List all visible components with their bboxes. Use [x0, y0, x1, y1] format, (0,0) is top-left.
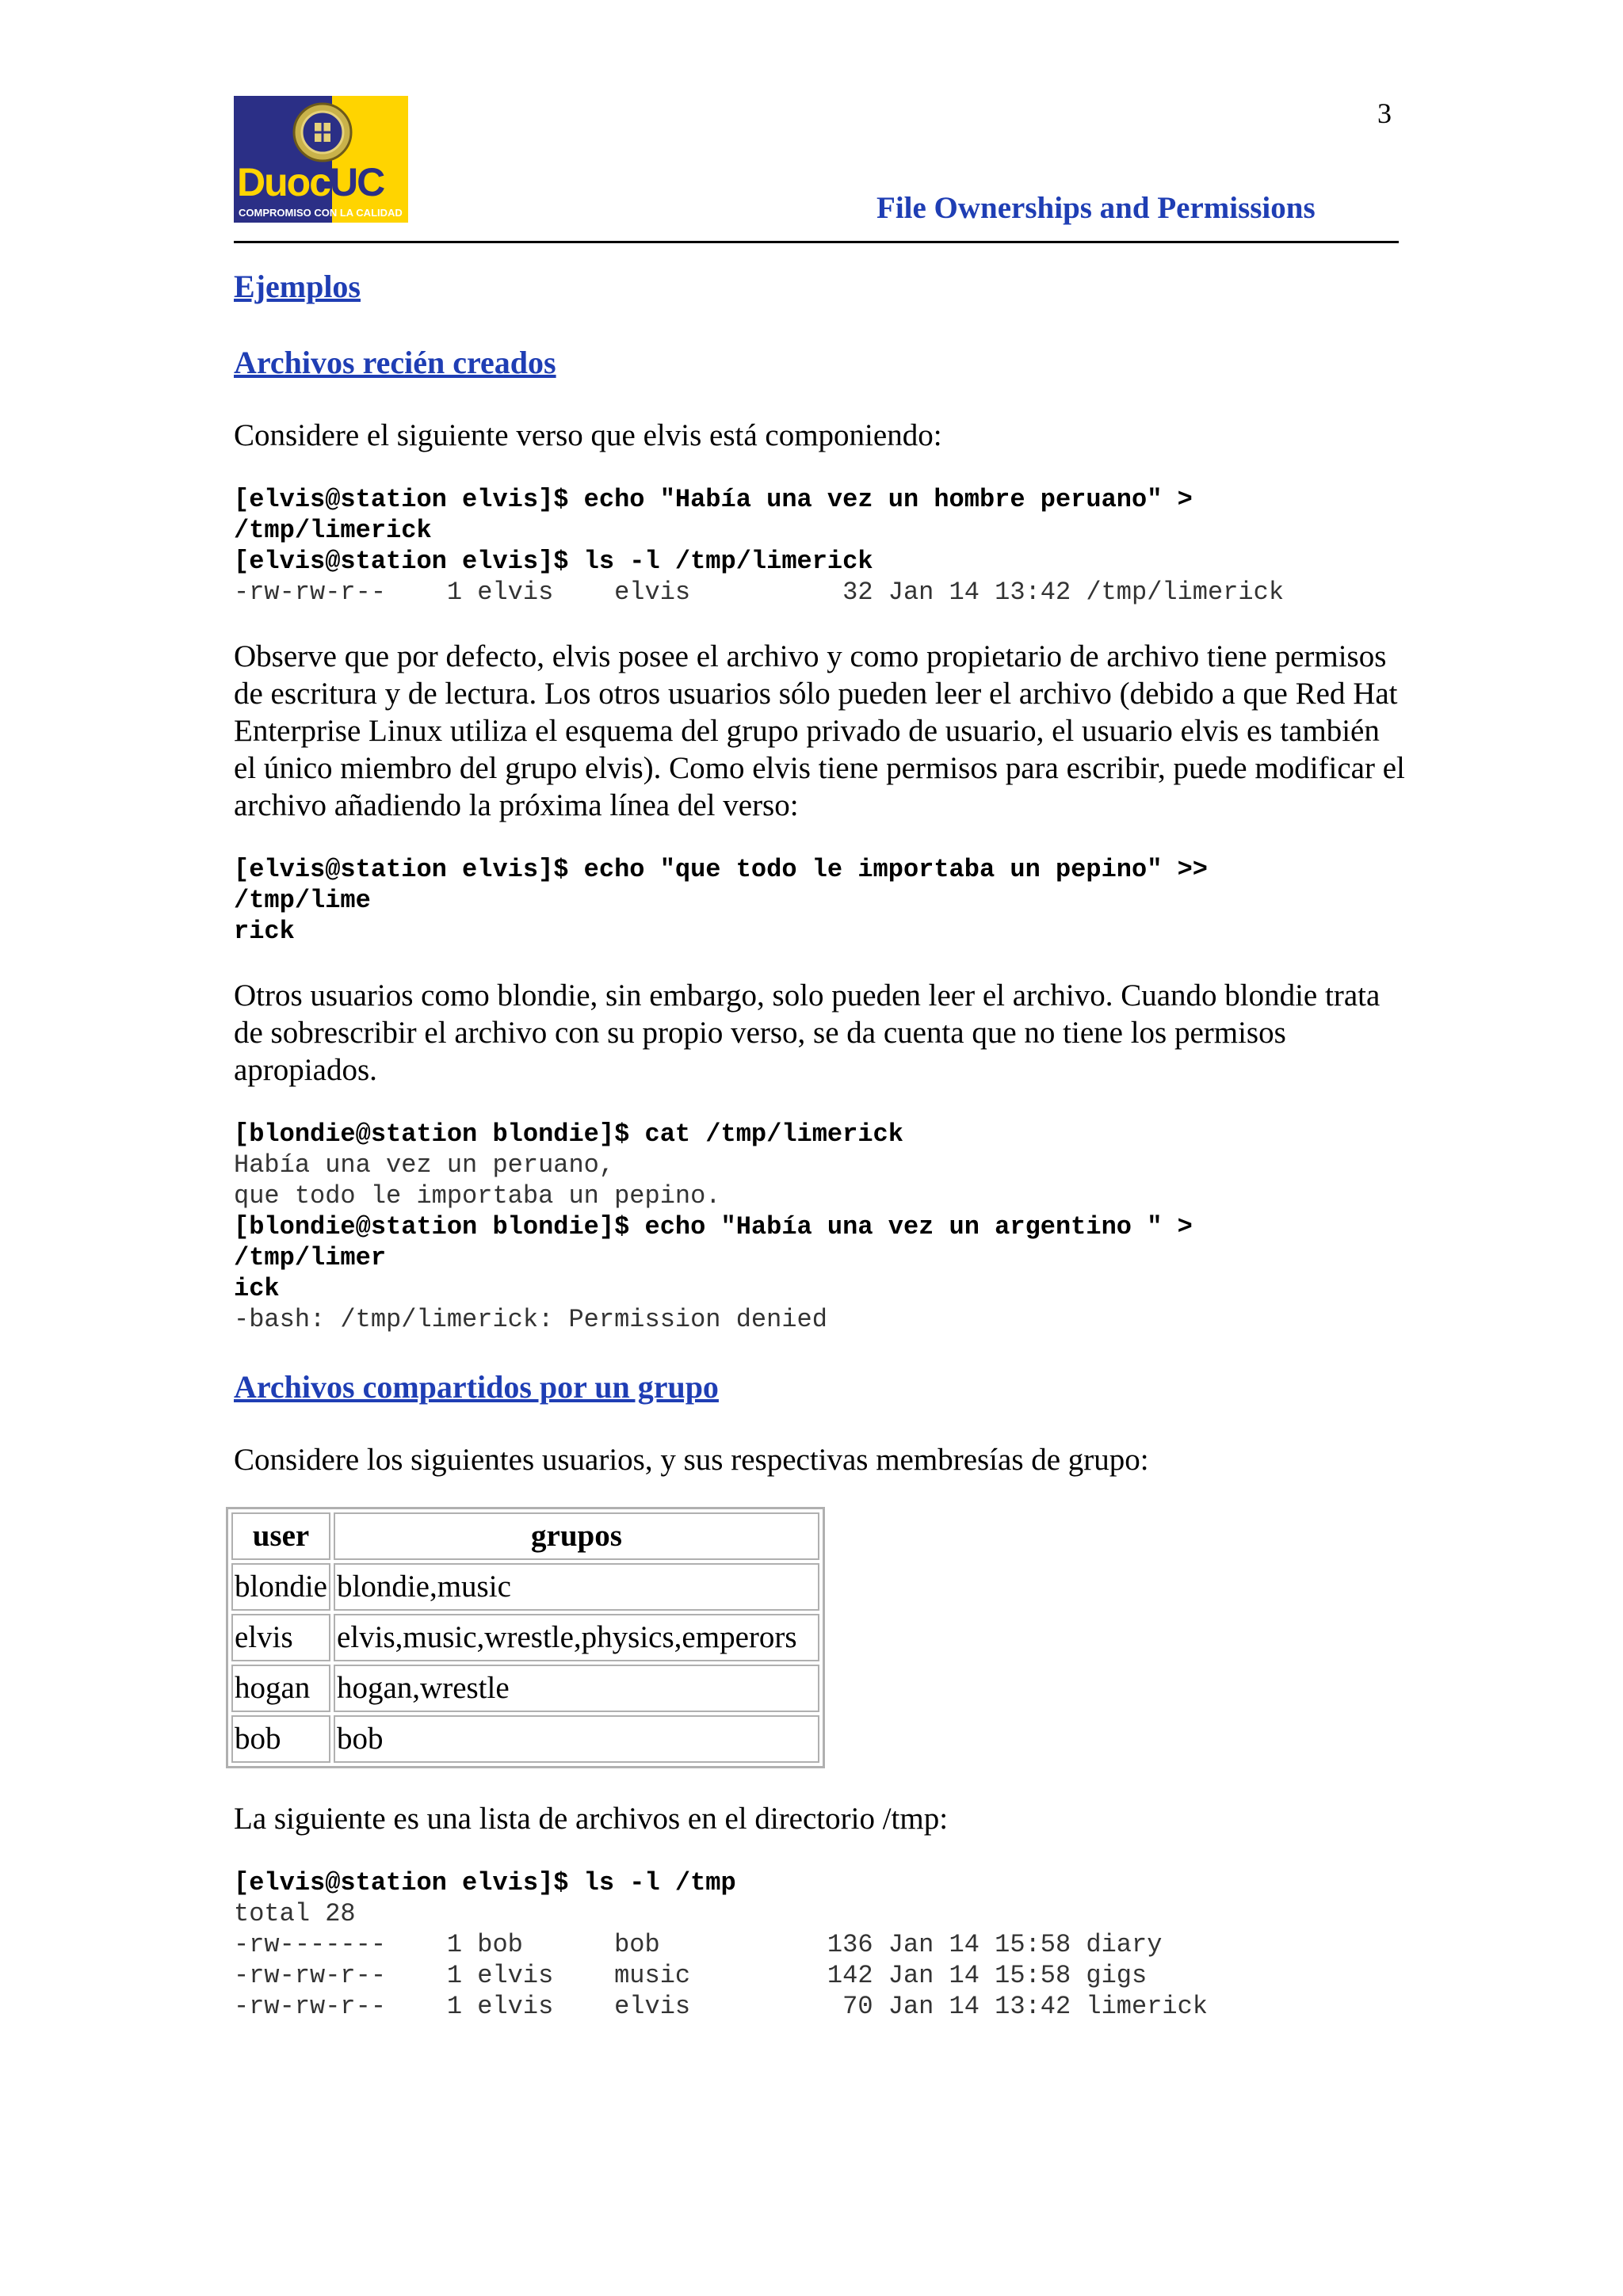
- table-cell: bob: [334, 1715, 819, 1763]
- paragraph: Otros usuarios como blondie, sin embargo, solo pueden leer el archivo. Cuando blondie trata de sobrescribir el archivo con su propio verso, se da cuenta que no tiene los permisos apropiados.: [234, 978, 1381, 1087]
- code-line: /tmp/lime: [234, 886, 371, 915]
- logo-wordmark: DuocUC: [237, 160, 384, 204]
- groups-table: [226, 1507, 825, 1768]
- code-block: [234, 854, 1407, 947]
- code-line: ick: [234, 1274, 280, 1303]
- table-row: [231, 1563, 819, 1611]
- heading-ejemplos[interactable]: Ejemplos: [234, 269, 361, 304]
- page-number: 3: [1377, 97, 1392, 129]
- code-line: -rw-rw-r-- 1 elvis music 142 Jan 14 15:58 gigs: [234, 1961, 1148, 1990]
- table-row: [231, 1614, 819, 1661]
- document-content: [234, 261, 1407, 2022]
- code-line: [blondie@station blondie]$ echo "Había una vez un argentino " >: [234, 1212, 1193, 1241]
- code-block: [234, 1867, 1407, 2022]
- code-line: -rw-rw-r-- 1 elvis elvis 32 Jan 14 13:42 /tmp/limerick: [234, 578, 1285, 607]
- table-row: [231, 1715, 819, 1763]
- header-title: File Ownerships and Permissions: [876, 191, 1316, 225]
- table-row: [231, 1665, 819, 1712]
- code-line: -bash: /tmp/limerick: Permission denied: [234, 1305, 827, 1334]
- header-divider: [234, 241, 1399, 243]
- heading-archivos-recien-creados[interactable]: Archivos recién creados: [234, 345, 556, 380]
- table-cell: elvis,music,wrestle,physics,emperors: [334, 1614, 819, 1661]
- code-line: [blondie@station blondie]$ cat /tmp/limerick: [234, 1119, 903, 1149]
- code-line: rick: [234, 917, 295, 946]
- table-cell: elvis: [231, 1614, 330, 1661]
- code-block: [234, 1119, 1407, 1335]
- code-line: -rw-rw-r-- 1 elvis elvis 70 Jan 14 13:42 limerick: [234, 1992, 1208, 2021]
- table-cell: blondie: [231, 1563, 330, 1611]
- table-cell: hogan,wrestle: [334, 1665, 819, 1712]
- column-header-user: user: [231, 1512, 330, 1560]
- code-line: que todo le importaba un pepino.: [234, 1181, 721, 1211]
- paragraph: Observe que por defecto, elvis posee el archivo y como propietario de archivo tiene permisos de escritura y de lectura. Los otros usuarios sólo pueden leer el archivo (debido a que Red Hat Enterprise Linux utiliza el esquema del grupo privado de usuario, el usuario elvis es también el único miembro del grupo elvis). Como elvis tiene permisos para escribir, puede modificar el archivo añadiendo la próxima línea del verso:: [234, 639, 1405, 822]
- code-line: total 28: [234, 1899, 356, 1928]
- paragraph: Considere los siguientes usuarios, y sus respectivas membresías de grupo:: [234, 1443, 1149, 1477]
- code-line: /tmp/limerick: [234, 516, 432, 545]
- code-line: Había una vez un peruano,: [234, 1150, 615, 1180]
- code-line: -rw------- 1 bob bob 136 Jan 14 15:58 diary: [234, 1930, 1163, 1959]
- code-line: [elvis@station elvis]$ ls -l /tmp: [234, 1868, 736, 1897]
- heading-archivos-compartidos[interactable]: Archivos compartidos por un grupo: [234, 1369, 719, 1405]
- table-header-row: [231, 1512, 819, 1560]
- table-cell: hogan: [231, 1665, 330, 1712]
- column-header-grupos: grupos: [334, 1512, 819, 1560]
- duocuc-logo: [234, 96, 408, 223]
- logo-tagline: COMPROMISO CON LA CALIDAD: [239, 207, 403, 219]
- paragraph: La siguiente es una lista de archivos en el directorio /tmp:: [234, 1802, 949, 1836]
- code-line: [elvis@station elvis]$ echo "Había una vez un hombre peruano" >: [234, 485, 1193, 514]
- table-cell: bob: [231, 1715, 330, 1763]
- table-cell: blondie,music: [334, 1563, 819, 1611]
- code-line: [elvis@station elvis]$ ls -l /tmp/limerick: [234, 547, 873, 576]
- code-line: /tmp/limer: [234, 1243, 387, 1272]
- code-line: [elvis@station elvis]$ echo "que todo le importaba un pepino" >>: [234, 855, 1208, 884]
- code-block: [234, 484, 1407, 608]
- paragraph: Considere el siguiente verso que elvis está componiendo:: [234, 418, 942, 452]
